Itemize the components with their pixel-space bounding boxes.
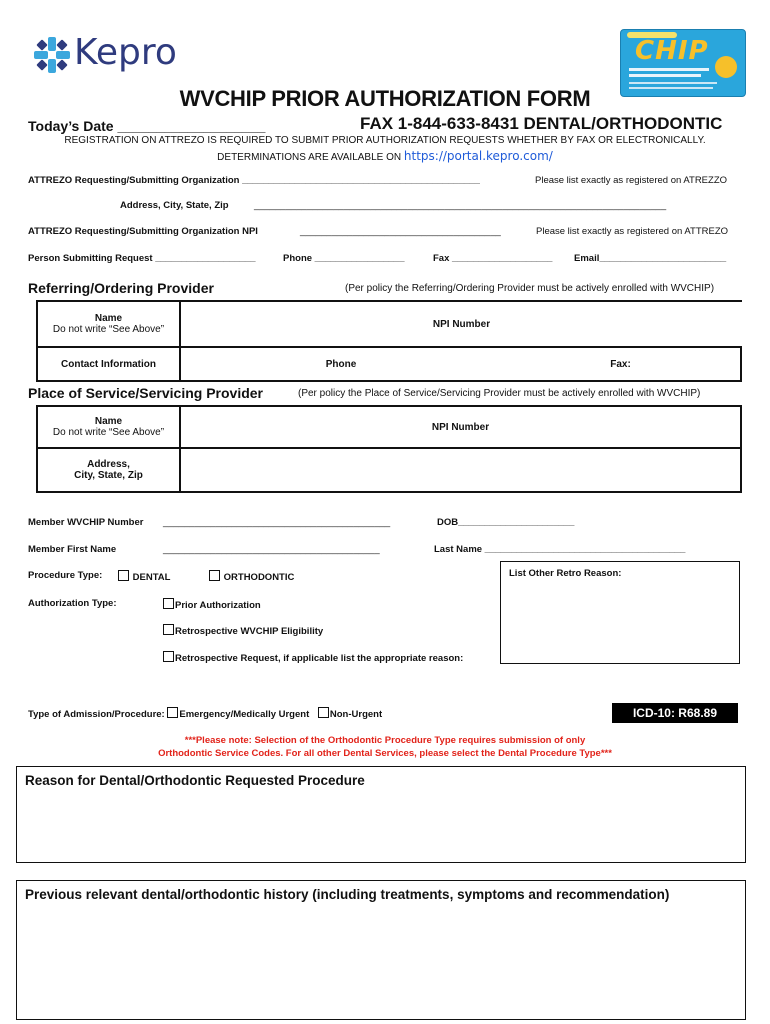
icd-code-badge: ICD-10: R68.89	[612, 703, 738, 723]
history-title: Previous relevant dental/orthodontic history (including treatments, symptoms and recommendation)	[25, 887, 670, 902]
emergency-checkbox[interactable]	[167, 709, 309, 720]
npi-field[interactable]: ______________________________________	[300, 226, 501, 237]
non-urgent-label: Non-Urgent	[329, 709, 383, 720]
servicing-address-value-cell[interactable]	[180, 448, 741, 492]
dental-label: DENTAL	[132, 572, 171, 583]
servicing-npi-label: NPI Number	[431, 421, 490, 433]
address-field[interactable]: ______________________________________________________________________________	[254, 200, 667, 211]
servicing-table	[36, 405, 742, 493]
dental-checkbox-box[interactable]	[118, 570, 129, 581]
last-name-field[interactable]: Last Name ______________________________________	[434, 544, 686, 555]
referring-policy: (Per policy the Referring/Ordering Provider must be actively enrolled with WVCHIP)	[345, 283, 715, 294]
referring-table	[36, 300, 742, 348]
kepro-logo-text: Kepro	[74, 32, 177, 73]
form-title: WVCHIP PRIOR AUTHORIZATION FORM	[179, 86, 591, 111]
servicing-name-label: Name	[94, 416, 123, 427]
npi-note: Please list exactly as registered on ATTREZO	[536, 226, 729, 237]
emergency-label: Emergency/Medically Urgent	[179, 709, 310, 720]
registration-notice: REGISTRATION ON ATTREZO IS REQUIRED TO SUBMIT PRIOR AUTHORIZATION REQUESTS WHETHER BY FAX OR ELECTRONICALLY.	[64, 135, 706, 146]
chip-logo-text: CHIP	[635, 36, 709, 66]
referring-title: Referring/Ordering Provider	[28, 280, 214, 296]
admission-type-label: Type of Admission/Procedure:	[28, 709, 165, 720]
retro-request-checkbox[interactable]	[163, 651, 463, 664]
kepro-logo	[32, 32, 202, 82]
orthodontic-note-line2: Orthodontic Service Codes. For all other Dental Services, please select the Dental Procedure Type***	[158, 748, 612, 759]
referring-phone-label: Phone	[325, 358, 357, 370]
orthodontic-checkbox[interactable]	[209, 570, 294, 583]
referring-phone-cell[interactable]	[180, 347, 501, 381]
authorization-type-label: Authorization Type:	[28, 598, 117, 609]
prior-auth-box[interactable]	[163, 598, 174, 609]
retro-reason-label: List Other Retro Reason:	[509, 568, 622, 579]
referring-npi-cell[interactable]	[180, 301, 742, 347]
referring-name-label: Name	[94, 313, 123, 324]
address-label: Address, City, State, Zip	[120, 200, 229, 211]
determinations-notice	[0, 149, 770, 163]
servicing-npi-cell[interactable]	[180, 406, 741, 448]
prior-auth-label: Prior Authorization	[175, 600, 261, 611]
todays-date-field[interactable]: Today’s Date ___________________	[28, 118, 266, 134]
first-name-field[interactable]: _________________________________________	[163, 544, 380, 555]
non-urgent-box[interactable]	[318, 707, 329, 718]
referring-fax-cell[interactable]	[501, 347, 741, 381]
referring-name-note: Do not write “See Above”	[52, 324, 165, 335]
npi-label: ATTREZO Requesting/Submitting Organization NPI	[28, 226, 258, 237]
servicing-address-label-2: City, State, Zip	[74, 470, 143, 481]
retro-request-box[interactable]	[163, 651, 174, 662]
retro-eligibility-box[interactable]	[163, 624, 174, 635]
servicing-address-label-1: Address,	[87, 459, 130, 470]
org-note: Please list exactly as registered on ATREZZO	[535, 175, 728, 186]
orthodontic-note-line1: ***Please note: Selection of the Orthodontic Procedure Type requires submission of only	[184, 735, 586, 746]
first-name-label: Member First Name	[28, 544, 117, 555]
orthodontic-label: ORTHODONTIC	[223, 572, 295, 583]
referring-fax-label: Fax:	[610, 358, 631, 370]
referring-contact-label: Contact Information	[61, 358, 156, 370]
phone-field[interactable]: Phone _________________	[283, 253, 405, 264]
referring-name-cell[interactable]	[37, 301, 180, 347]
servicing-address-cell[interactable]	[37, 448, 180, 492]
emergency-box[interactable]	[167, 707, 178, 718]
fax-number: FAX 1-844-633-8431 DENTAL/ORTHODONTIC	[360, 114, 723, 133]
person-field[interactable]: Person Submitting Request ___________________	[28, 253, 256, 264]
kepro-star-icon	[32, 35, 72, 75]
servicing-policy: (Per policy the Place of Service/Servicing Provider must be actively enrolled with WVCHIP)	[298, 388, 701, 399]
referring-contact-cell[interactable]	[37, 347, 180, 381]
procedure-type-label: Procedure Type:	[28, 570, 103, 581]
referring-npi-label: NPI Number	[432, 318, 491, 330]
retro-eligibility-label: Retrospective WVCHIP Eligibility	[175, 626, 324, 637]
orthodontic-checkbox-box[interactable]	[209, 570, 220, 581]
prior-auth-checkbox[interactable]	[163, 598, 261, 611]
dob-field[interactable]: DOB______________________	[437, 517, 575, 528]
servicing-name-note: Do not write “See Above”	[52, 427, 165, 438]
fax-field[interactable]: Fax ___________________	[433, 253, 553, 264]
reason-title: Reason for Dental/Orthodontic Requested Procedure	[25, 773, 365, 788]
org-field[interactable]: ATTREZO Requesting/Submitting Organization _____________________________________________	[28, 175, 480, 186]
member-number-label: Member WVCHIP Number	[28, 517, 144, 528]
servicing-title: Place of Service/Servicing Provider	[28, 385, 264, 401]
member-number-field[interactable]: ___________________________________________	[163, 517, 391, 528]
determinations-text: DETERMINATIONS ARE AVAILABLE ON	[217, 152, 402, 163]
email-field[interactable]: Email________________________	[574, 253, 727, 264]
referring-contact-table	[36, 346, 742, 382]
retro-request-label: Retrospective Request, if applicable list the appropriate reason:	[175, 653, 464, 664]
dental-checkbox[interactable]	[118, 570, 170, 583]
admission-type-row	[28, 707, 382, 720]
portal-link[interactable]: https://portal.kepro.com/	[403, 149, 553, 163]
reason-box[interactable]	[16, 766, 746, 863]
history-box[interactable]	[16, 880, 746, 1020]
smiley-icon	[715, 56, 737, 78]
non-urgent-checkbox[interactable]	[318, 709, 382, 720]
retro-reason-box[interactable]	[500, 561, 740, 664]
retro-eligibility-checkbox[interactable]	[163, 624, 323, 637]
servicing-name-cell[interactable]	[37, 406, 180, 448]
